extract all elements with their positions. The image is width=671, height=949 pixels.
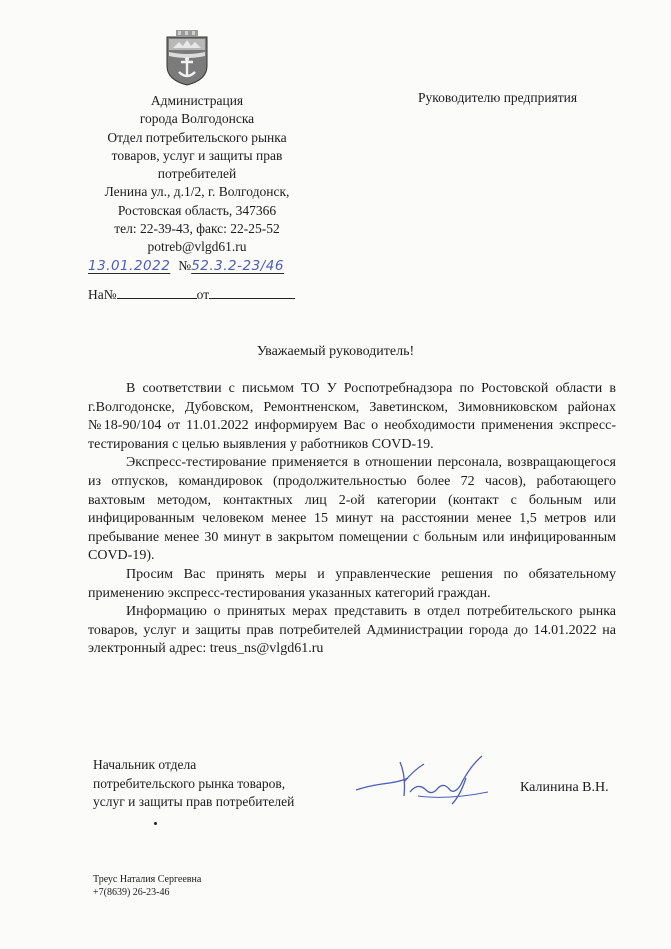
- incoming-reference: [88, 286, 295, 303]
- sender-line: Ленина ул., д.1/2, г. Волгодонск,: [104, 184, 290, 200]
- coat-of-arms-icon: [165, 30, 209, 86]
- outgoing-number: 52.3.2-23/46: [191, 258, 284, 274]
- body-paragraph: Просим Вас принять меры и управленческие решения по обязательному применению экспресс-тестирования указанных категорий граждан.: [88, 566, 616, 601]
- addressee: Руководителю предприятия: [418, 90, 578, 105]
- body-paragraph: В соответствии с письмом ТО У Роспотребнадзора по Ростовской области в г.Волгодонске, Дубовском, Ремонтненском, Заветинском, Зимовниковском районах №18-90/104 от 11.01.2022 информируем Вас о необходимости применения экспресс-тестирования с целью выявления у работников COVD-19.: [88, 381, 616, 452]
- executor-phone: +7(8639) 26-23-46: [93, 887, 170, 898]
- outgoing-date: 13.01.2022: [88, 258, 171, 274]
- signatory-name: Калинина В.Н.: [520, 780, 609, 795]
- sender-line: Ростовская область, 347366: [117, 202, 277, 218]
- body-paragraph: Экспресс-тестирование применяется в отношении персонала, возвращающегося из отпусков, командировок (продолжительностью более 72 часов), работающего вахтовым методом, контактных лиц 2-ой категории (контакт с больным или инфицированным человеком менее 15 минут на расстоянии менее 1,5 метров или пребывание менее 30 минут в закрытом помещении с больным или инфицированным COVD-19).: [88, 455, 616, 564]
- sender-line: города Волгодонска: [139, 111, 255, 127]
- sender-email: potreb@vlgd61.ru: [147, 239, 247, 255]
- executor-block: [93, 873, 201, 899]
- letter-body: [88, 380, 616, 659]
- outgoing-reference: [88, 258, 284, 274]
- incoming-date-blank: [209, 286, 295, 299]
- outgoing-number-label: №: [178, 258, 192, 273]
- sender-line: Администрация: [150, 93, 244, 108]
- position-line: услуг и защиты прав потребителей: [93, 794, 295, 809]
- handwritten-signature: [348, 752, 498, 808]
- body-paragraph: Информацию о принятых мерах представить в отдел потребительского рынка товаров, услуг и защиты прав потребителей Администрации города до 14.01.2022 на электронный адрес: treus_ns@vlgd61.ru: [88, 604, 616, 657]
- position-line: потребительского рынка товаров,: [93, 775, 286, 791]
- incoming-number-label: На№: [88, 287, 117, 302]
- sender-line: товаров, услуг и защиты прав: [111, 147, 283, 163]
- signatory-position: [93, 756, 294, 812]
- greeting: Уважаемый руководитель!: [256, 344, 415, 359]
- stray-mark: [154, 822, 157, 825]
- sender-line: тел: 22-39-43, факс: 22-25-52: [114, 221, 280, 237]
- incoming-from-label: от: [196, 287, 210, 302]
- sender-line: Отдел потребительского рынка: [107, 129, 287, 145]
- sender-block: [80, 92, 314, 257]
- sender-line: потребителей: [157, 166, 237, 182]
- incoming-number-blank: [117, 286, 197, 299]
- executor-name: Треус Наталия Сергеевна: [93, 874, 202, 885]
- position-line: Начальник отдела: [93, 757, 197, 772]
